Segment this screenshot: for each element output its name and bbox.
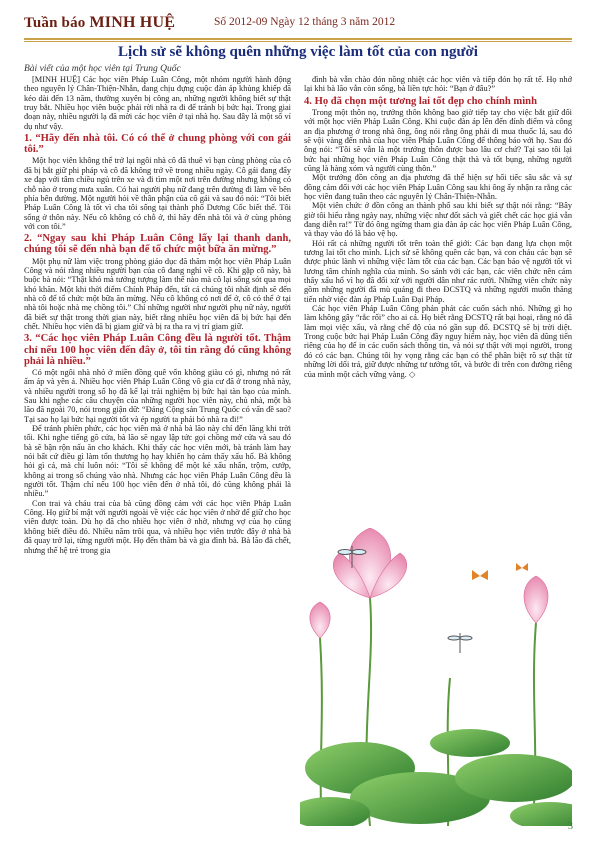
body-paragraph: Một học viên không thể trở lại ngôi nhà cô đã thuê vì bạn cùng phòng của cô đã bị bắt giữ phi pháp và cô đã không trở về trong nhiều ngày. Cô gái đang đẩy xe đạp với tâm chiều ngủ trên xe và đi tìm một nơi trên đường nhưng không có chỗ nào ở trong mưa xuân. Có hai người phụ nữ đang trên đường đi làm về bên phía bên đường. Một người hỏi về thân phận của cô gái và sau đó nói: “Tôi biết Pháp Luân Công là tốt vì cha tôi sống tại thành phố Dương Cốc biết thế. Tôi sống ở thôn này. Nếu cô không có chỗ ở, thì hãy đến nhà tôi và ở cùng phòng với con tôi.” [24,156,291,231]
body-paragraph: đình bà vẫn chào đón nồng nhiệt các học viên và tiếp đón họ rất tế. Họ nhớ lại khi bà lão vẫn còn sống, bà liền tực hỏi: “Bạn ở đâu?” [304,75,572,94]
newspaper-brand [24,14,175,32]
lotus-leaves [300,729,572,826]
left-column [24,75,291,830]
body-paragraph: Có một ngôi nhà nhỏ ở miền đồng quê vốn không giàu có gì, nhưng nó rất ấm áp và yên ả. Nhiều học viên Pháp Luân Công vô gia cư đã ở trong nhà này, và nhiều người trong số họ đã kể lại trải nghiệm bị bức hại tàn bạo của mình. Sau khi nghe các câu chuyện của những người học viên này, chủ nhà, một bà lão đã ngoài 70, nói trong giận dữ: “Đảng Cộng sản Trung Quốc có vấn đề sao? Tại sao họ lại bức hại người tốt và ép người ta phải bỏ nhà ra đi!” [24,367,291,424]
section-heading: 4. Họ đã chọn một tương lai tốt đẹp cho chính mình [304,95,537,107]
issue-info: Số 2012-09 Ngày 12 tháng 3 năm 2012 [214,16,396,28]
article-byline: Bài viết của một học viên tại Trung Quốc [24,64,181,74]
body-paragraph: Một phụ nữ làm việc trong phòng giáo dục đã thăm một học viên Pháp Luân Công và nói rằng nhiều người bạn của cô đang nghỉ về cô. Khi gặp cô này, bà buộc bà nói: “Thật khó mà tưởng tượng làm thế nào mà cô lại sống sót qua mọi khó khăn. Một khi thời điểm Chính Pháp đến, tất cả chúng tôi nhất định sẽ đến nhà cô để tổ chức một bữa ăn mừng. Nếu cô không có nơi để ở, cô có thể ở tại nhà tôi hoặc nhà mẹ chồng tôi.” Chỉ những người như người phụ nữ này, người đã biết sự thật trong thời gian này, biết rằng nhiều học viên đã bị bức hại đến chết. Nhiều học viên đã bị giam giữ và bị ra tha ra vị trí giam giữ. [24,256,291,332]
article-title: Lịch sử sẽ không quên những việc làm tốt của con người [118,44,478,60]
body-paragraph: Các học viên Pháp Luân Công phản phát các cuốn sách nhỏ. Những gì họ làm không gây “rắc rối” cho ai cả. Họ biết rằng ĐCSTQ rất bại hoại, rằng nó đã làm mọi việc xấu, và rằng chế độ của nó gần sụp đổ. ĐCSTQ sẽ bị trời diệt. Trong cuộc bức hại Pháp Luân Công đầy nguy hiểm này, học viên đã dũng tiến riêng của họ để in các cuốn sách thông tin, và nói sự thật với mọi người, trong đó có các bạn. Chúng tôi hy vọng rằng các bạn có thể phân biệt rõ sự thật từ những lời dối trá, giữ được những tư tưởng tốt, và bước đi trên con đường riêng của mình một cách vững vàng. ◇ [304,304,572,379]
header-rule [24,38,572,40]
body-paragraph: Con trai và cháu trai của bà cũng đồng cảm với các học viên Pháp Luân Công. Họ giữ bí mật với người ngoài về việc các học viên ở nhờ để giữ cho học viên được toàn. Dù họ đã cho nhiều học viên ở nhờ, nhưng vợ của họ cũng không biết điều đó. Nhiều năm trôi qua, và nhiều học viên trước đây ở nhà bà đã quay trở lại, từng người một. Họ đến thăm bà và gia đình bà. Bà lão đã chết, nhưng thế hệ trẻ trong gia [24,498,291,555]
lotus-illustration [300,528,572,826]
section-heading: 2. “Ngay sau khi Pháp Luân Công lấy lại thanh danh, chúng tôi sẽ đến nhà bạn để tổ chức một bữa ăn mừng.” [24,233,291,256]
masthead [24,14,572,38]
right-column [304,75,572,525]
body-paragraph: Hỏi rất cả những người tốt trên toàn thế giới: Các bạn đang lựa chọn một tương lai tốt cho mình. Lịch sử sẽ không quên các bạn, và con cháu các bạn sẽ được phúc lành vì những việc làm tốt của các bạn. Các bạn bảo vệ người tốt vì lương tâm chính nghĩa của mình. So sánh với các bạn, các viên chức nên cảm thấy xấu hổ vì họ đã đối xử với người dân như rác rưởi. Những viên chức này gồm những người đã mù quáng đi theo ĐCSTQ và những người muốn thăng tiến nhờ việc đàn áp Pháp Luân Đại Pháp. [304,238,572,304]
body-paragraph: [MINH HUỆ] Các học viên Pháp Luân Công, một nhóm người hành động theo nguyên lý Chân-Thiện-Nhẫn, đang chịu đựng cuộc đàn áp khủng khiếp đã kéo dài đến 13 năm, thường xuyên bị công an, những người không biết sự thật truy bắt. Nhiều học viên buộc phải rời nhà ra đi để tránh bị bức hại. Trong giai đoạn này, nhiều người lạ đã mời các học viên ở tại nhà họ. Sau đây là một số ví dụ như vậy. [24,75,291,131]
body-paragraph: Một trưởng đồn công an địa phương đã thể hiện sự hối tiếc sâu sắc và sự đồng cảm đối với các học viên Pháp Luân Công sau khi ông ấy nhận ra rằng các học viên đang tuân theo các nguyên lý Chân-Thiện-Nhẫn. [304,173,572,201]
brand-prefix: Tuần báo [24,15,90,31]
section-heading: 3. “Các học viên Pháp Luân Công đều là người tốt. Thậm chỉ nếu 100 học viên đến đây ở, tôi tin rằng đó cũng không phải là nhiều.” [24,333,291,367]
body-paragraph: Một viên chức ở đồn công an thành phố sau khi biết sự thật nói rằng: “Bây giờ tôi hiểu rằng ngày nay, những việc như đốt sách và giết chết các học giả vẫn đang diễn ra!” Từ đó ông ngừng tham gia đàn áp các học viên Pháp Luân Công, và thay vào đó là bảo vệ họ. [304,201,572,239]
article-end-mark: ◇ [406,369,416,379]
body-paragraph: Để tránh phiền phức, các học viên mà ở nhà bà lão này chỉ đến lăng khi trời tối. Khi nghe tiếng gõ cửa, bà lão sẽ ngay lập tức gọi chồng mở cửa và sau đó bà sẽ bận rộn nấu ăn cho khách. Khi thấy các học viên mới, bà tránh làm hay nói bất cứ điều gì làm tổn thương họ hay khiến họ cảm thấy xấu hổ. Bà không hỏi gì cả, mà chỉ luôn nói: “Tôi sẽ không để một kẻ xấu nhấn, trộm, cướp, không ai trong số chúng vào nhà. Nhưng các học viên Pháp Luân Công đều là người tốt. Thậm chí nếu 100 học viên đến ở nhà tôi, đó cũng không phải là nhiều.” [24,424,291,499]
brand-name: MINH HUỆ [89,14,176,31]
section-heading: 1. “Hãy đến nhà tôi. Có có thể ở chung phòng với con gái tôi.” [24,133,291,156]
lotus-flowers [310,528,548,638]
body-paragraph: Trong một thôn nọ, trưởng thôn không bao giờ tiếp tay cho việc bắt giữ đối với một học viên Pháp Luân Công. Khi cuộc đàn áp lên đến đỉnh điểm và công an địa phương ở trong nhà ông, ông nói rằng ông phải đi mua thuốc lá, sau đó sẽ vội vàng đến nhà của học viên Pháp Luân Công để thông báo với họ. Sau đó ông nói: “Tôi sẽ vẫn là một trưởng thôn được bao lâu cơ chứ? Tại sao tôi lại bức hại những học viên Pháp Luân Công thật thà và tốt bụng, những người cũng là hàng xóm và người cùng thôn.” [304,107,572,173]
header-rule-thin [24,41,572,42]
butterfly-icon [472,563,528,580]
page-number: 3 [568,821,573,832]
